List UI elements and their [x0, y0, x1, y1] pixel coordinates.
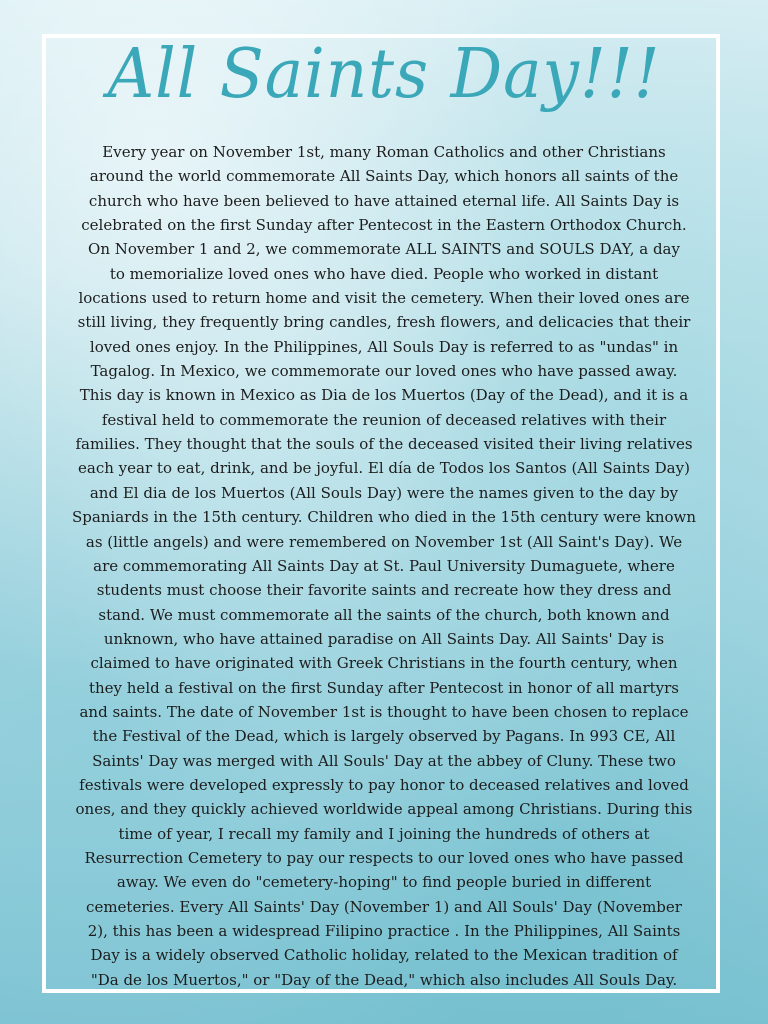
- paragraph-line: Every year on November 1st, many Roman Catholics and other Christians: [102, 143, 666, 161]
- paragraph-line: festival held to commemorate the reunion of deceased relatives with their: [101, 410, 667, 429]
- paragraph-line: 2), this has been a widespread Filipino practice . In the Philippines, All Saints: [87, 922, 681, 940]
- paragraph-line: festivals were developed expressly to pay honor to deceased relatives and loved: [79, 775, 689, 794]
- article-body: [62, 140, 706, 992]
- paragraph-line: On November 1 and 2, we commemorate ALL SAINTS and SOULS DAY, a day: [88, 240, 680, 259]
- paragraph-line: This day is known in Mexico as Dia de los Muertos (Day of the Dead), and it is a: [79, 386, 689, 405]
- paragraph-line: ones, and they quickly achieved worldwide appeal among Christians. During this: [75, 800, 693, 819]
- paragraph-line: cemeteries. Every All Saints' Day (November 1) and All Souls' Day (November: [86, 897, 682, 916]
- paragraph-line: and El dia de los Muertos (All Souls Day) were the names given to the day by: [89, 483, 679, 502]
- paragraph-line: Day is a widely observed Catholic holiday, related to the Mexican tradition of: [90, 946, 678, 965]
- paragraph-line: and saints. The date of November 1st is thought to have been chosen to replace: [79, 702, 689, 721]
- paragraph-line: unknown, who have attained paradise on All Saints Day. All Saints' Day is: [103, 629, 665, 648]
- paragraph-line: Resurrection Cemetery to pay our respects to our loved ones who have passed: [84, 848, 684, 867]
- paragraph-line: "Da de los Muertos," or "Day of the Dead," which also includes All Souls Day.: [90, 970, 678, 989]
- paragraph-line: families. They thought that the souls of the deceased visited their living relatives: [75, 435, 693, 454]
- paragraph-line: around the world commemorate All Saints Day, which honors all saints of the: [89, 167, 679, 186]
- paragraph-line: church who have been believed to have attained eternal life. All Saints Day is: [88, 191, 680, 210]
- paragraph-line: time of year, I recall my family and I joining the hundreds of others at: [118, 824, 650, 843]
- paragraph-line: claimed to have originated with Greek Christians in the fourth century, when: [90, 654, 678, 673]
- paragraph-line: Tagalog. In Mexico, we commemorate our loved ones who have passed away.: [90, 362, 678, 381]
- page-title: All Saints Day!!!: [107, 35, 661, 114]
- paragraph-line: as (little angels) and were remembered on November 1st (All Saint's Day). We: [85, 532, 683, 551]
- paragraph-line: they held a festival on the first Sunday after Pentecost in honor of all martyrs: [88, 678, 680, 697]
- paragraph-line: students must choose their favorite saints and recreate how they dress and: [96, 581, 672, 600]
- paragraph-line: away. We even do "cemetery-hoping" to find people buried in different: [116, 873, 652, 892]
- paragraph-line: loved ones enjoy. In the Philippines, All Souls Day is referred to as "undas" in: [89, 337, 679, 356]
- paragraph-line: Spaniards in the 15th century. Children who died in the 15th century were known: [71, 508, 697, 527]
- paragraph-line: still living, they frequently bring candles, fresh flowers, and delicacies that their: [77, 313, 691, 332]
- paragraph-line: locations used to return home and visit the cemetery. When their loved ones are: [78, 289, 690, 308]
- paragraph-line: the Festival of the Dead, which is largely observed by Pagans. In 993 CE, All: [92, 727, 676, 746]
- paragraph-line: each year to eat, drink, and be joyful. El día de Todos los Santos (All Saints Day): [78, 459, 690, 478]
- paragraph-line: to memorialize loved ones who have died. People who worked in distant: [109, 264, 659, 283]
- paragraph-line: stand. We must commemorate all the saints of the church, both known and: [98, 605, 670, 624]
- paragraph-line: Saints' Day was merged with All Souls' Day at the abbey of Cluny. These two: [92, 751, 676, 770]
- paragraph-line: celebrated on the first Sunday after Pentecost in the Eastern Orthodox Church.: [81, 216, 687, 235]
- paragraph-line: are commemorating All Saints Day at St. Paul University Dumaguete, where: [93, 556, 675, 575]
